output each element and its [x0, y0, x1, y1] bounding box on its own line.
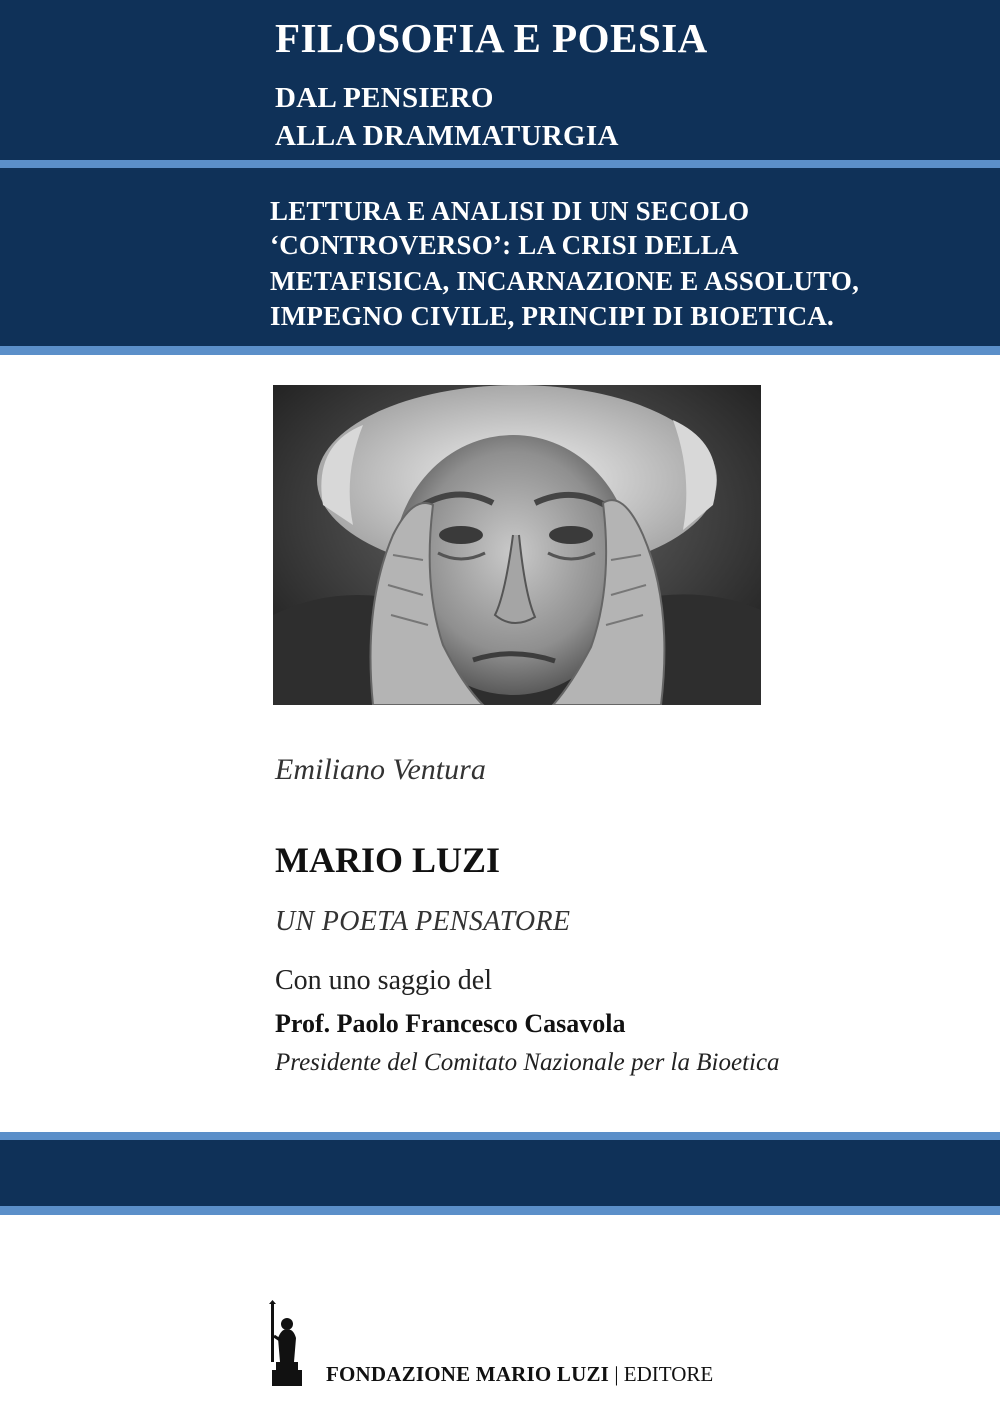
- publisher-separator: |: [614, 1362, 619, 1386]
- publisher-name: FONDAZIONE MARIO LUZI: [326, 1362, 610, 1386]
- essay-author-role: Presidente del Comitato Nazionale per la Bioetica: [275, 1049, 780, 1076]
- series-description-line1: LETTURA E ANALISI DI UN SECOLO: [270, 196, 750, 226]
- book-title: MARIO LUZI: [275, 840, 501, 880]
- series-description-line4: IMPEGNO CIVILE, PRINCIPI DI BIOETICA.: [270, 301, 834, 331]
- essay-intro: Con uno saggio del: [275, 965, 492, 996]
- series-description-line2: ‘CONTROVERSO’: LA CRISI DELLA: [270, 230, 739, 260]
- series-title: FILOSOFIA E POESIA: [275, 15, 708, 61]
- series-description-line3: METAFISICA, INCARNAZIONE E ASSOLUTO,: [270, 266, 860, 296]
- book-author: Emiliano Ventura: [275, 753, 486, 786]
- essay-author: Prof. Paolo Francesco Casavola: [275, 1009, 626, 1038]
- footer-stripe-2: [0, 1206, 1000, 1215]
- footer-band: [0, 1140, 1000, 1206]
- series-subtitle-line2: ALLA DRAMMATURGIA: [275, 120, 619, 152]
- book-subtitle: UN POETA PENSATORE: [275, 906, 571, 937]
- portrait-photo-icon: [273, 385, 761, 705]
- header-stripe-2: [0, 346, 1000, 355]
- publisher-role: EDITORE: [623, 1362, 714, 1386]
- publisher-line: [326, 1364, 713, 1385]
- author-portrait-photo: [273, 385, 761, 705]
- statue-logo-icon: [262, 1300, 312, 1386]
- footer-stripe-1: [0, 1132, 1000, 1140]
- header-stripe-1: [0, 160, 1000, 168]
- series-subtitle-line1: DAL PENSIERO: [275, 82, 494, 114]
